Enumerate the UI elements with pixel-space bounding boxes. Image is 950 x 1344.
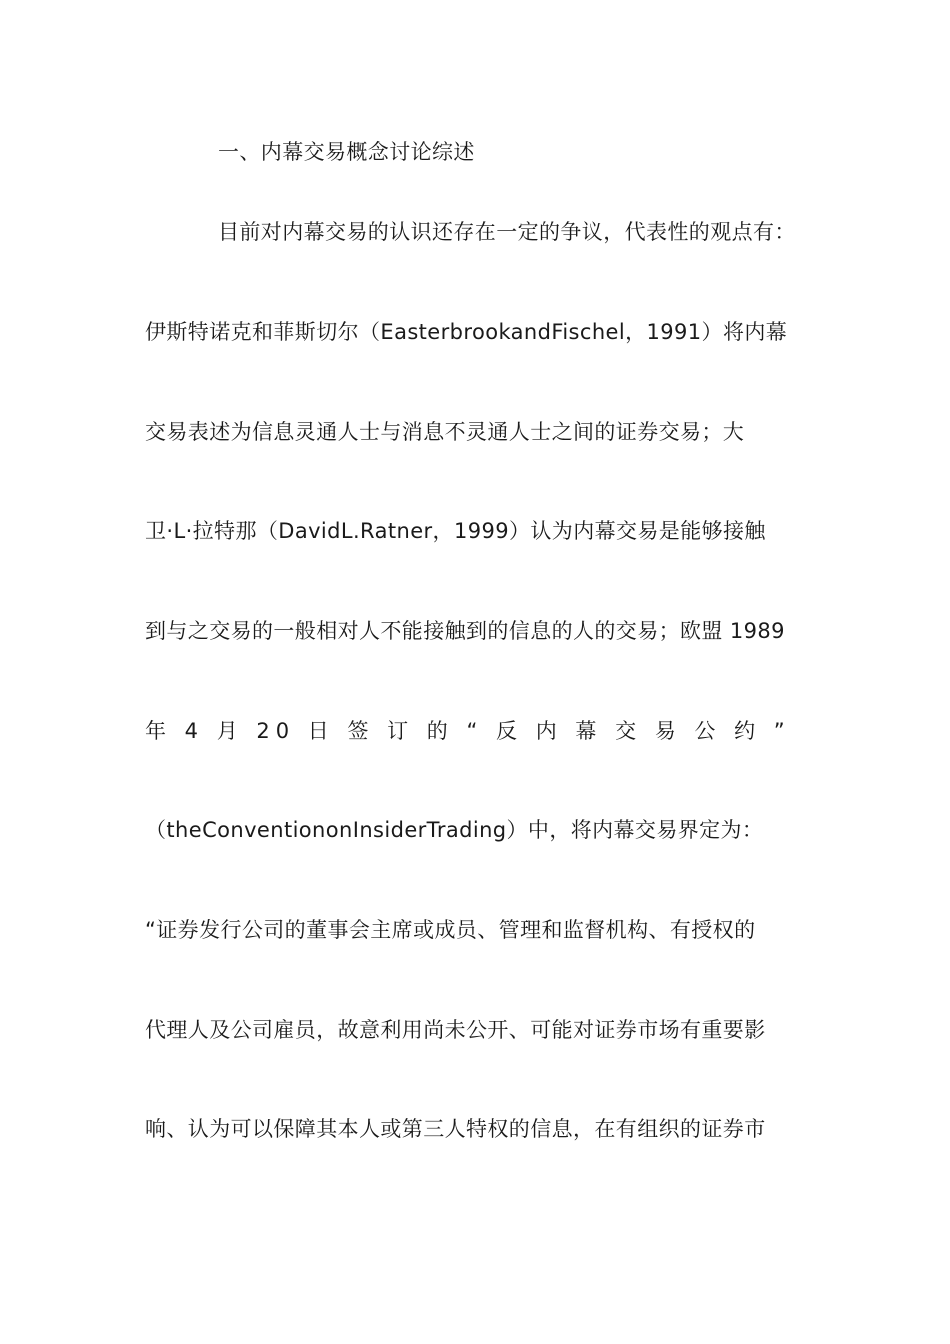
- paragraph-line: 代理人及公司雇员，故意利用尚未公开、可能对证券市场有重要影: [145, 1018, 766, 1042]
- paragraph-line: 响、认为可以保障其本人或第三人特权的信息，在有组织的证券市: [145, 1117, 766, 1141]
- paragraph-line: 到与之交易的一般相对人不能接触到的信息的人的交易；欧盟 1989: [145, 619, 785, 643]
- paragraph-line: 卫·L·拉特那（DavidL.Ratner，1999）认为内幕交易是能够接触: [145, 519, 766, 543]
- paragraph-line: 目前对内幕交易的认识还存在一定的争议，代表性的观点有：: [218, 220, 796, 244]
- section-heading: 一、内幕交易概念讨论综述: [218, 140, 475, 164]
- paragraph-line: 年 4 月 20 日 签 订 的 “ 反 内 幕 交 易 公 约 ”: [145, 719, 791, 743]
- paragraph-line: （theConventiononInsiderTrading）中，将内幕交易界定为：: [145, 818, 764, 842]
- paragraph-line: 交易表述为信息灵通人士与消息不灵通人士之间的证券交易；大: [145, 420, 745, 444]
- paragraph-line: “证券发行公司的董事会主席或成员、管理和监督机构、有授权的: [145, 918, 756, 942]
- paragraph-line: 伊斯特诺克和菲斯切尔（EasterbrookandFischel，1991）将内幕: [145, 320, 788, 344]
